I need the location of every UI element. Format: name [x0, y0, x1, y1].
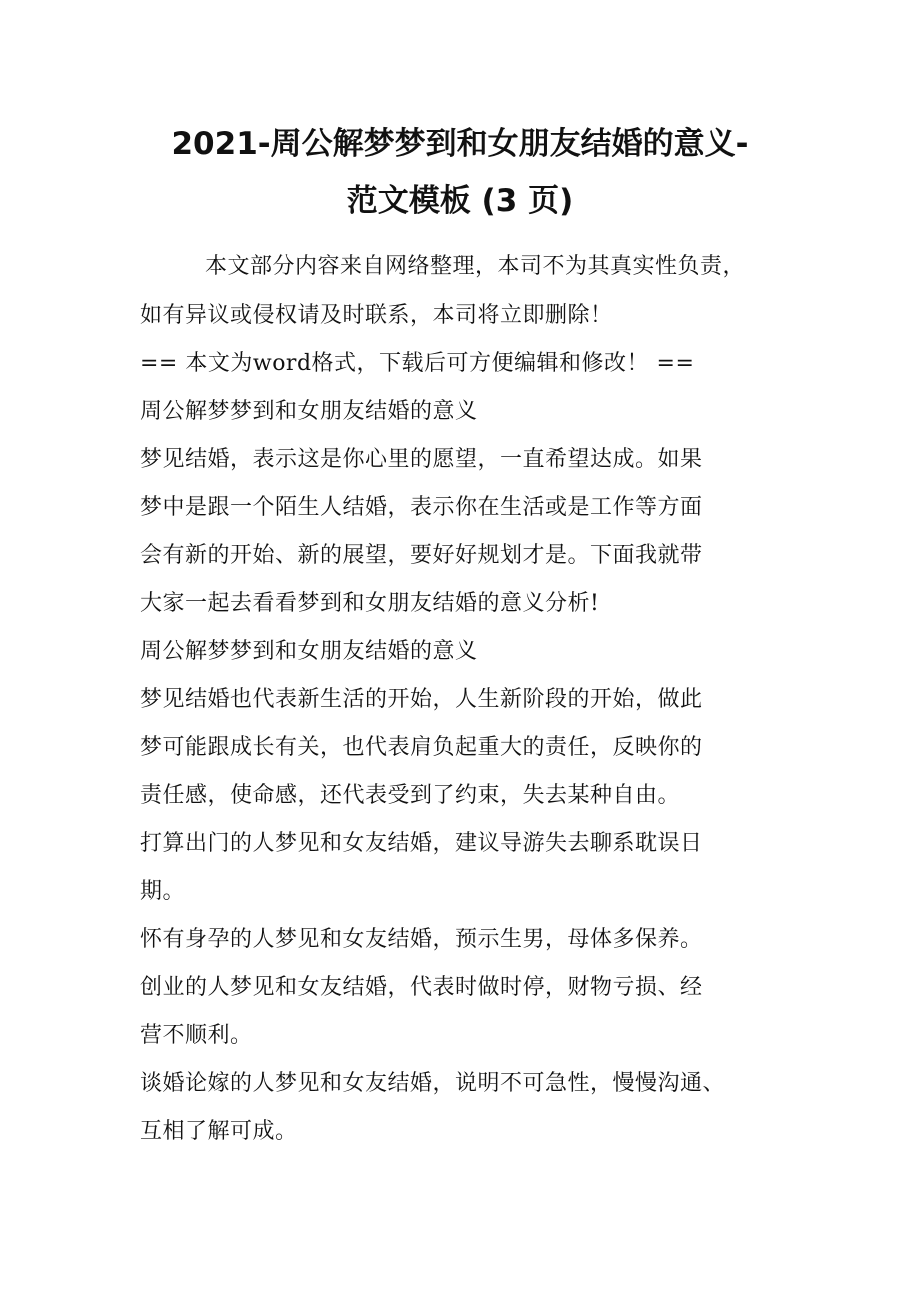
body-line: 大家一起去看看梦到和女朋友结婚的意义分析!	[140, 591, 600, 616]
section-heading-2: 周公解梦梦到和女朋友结婚的意义	[140, 639, 478, 664]
body-line: 创业的人梦见和女友结婚，代表时做时停，财物亏损、经	[140, 975, 703, 1000]
section-heading-1: 周公解梦梦到和女朋友结婚的意义	[140, 399, 478, 424]
body-line: 梦见结婚也代表新生活的开始，人生新阶段的开始，做此	[140, 687, 703, 712]
disclaimer-line-2: 如有异议或侵权请及时联系，本司将立即删除！	[140, 303, 613, 328]
format-notice: == 本文为word格式，下载后可方便编辑和修改！ ==	[140, 351, 695, 376]
body-line: 梦见结婚，表示这是你心里的愿望，一直希望达成。如果	[140, 447, 703, 472]
body-line: 打算出门的人梦见和女友结婚，建议导游失去聊系耽误日	[140, 831, 703, 856]
document-title-line-1: 2021-周公解梦梦到和女朋友结婚的意义-	[171, 126, 749, 162]
body-line: 梦中是跟一个陌生人结婚，表示你在生活或是工作等方面	[140, 495, 703, 520]
document-title-line-2: 范文模板 (3 页)	[346, 183, 574, 219]
body-line: 互相了解可成。	[140, 1119, 298, 1144]
body-line: 会有新的开始、新的展望，要好好规划才是。下面我就带	[140, 543, 703, 568]
body-line: 怀有身孕的人梦见和女友结婚，预示生男，母体多保养。	[140, 927, 703, 952]
body-line: 责任感，使命感，还代表受到了约束，失去某种自由。	[140, 783, 681, 808]
disclaimer-line-1: 本文部分内容来自网络整理，本司不为其真实性负责，	[205, 254, 746, 279]
body-line: 期。	[140, 879, 186, 904]
body-line: 谈婚论嫁的人梦见和女友结婚，说明不可急性，慢慢沟通、	[140, 1071, 726, 1096]
body-line: 营不顺利。	[140, 1023, 253, 1048]
body-line: 梦可能跟成长有关，也代表肩负起重大的责任，反映你的	[140, 735, 703, 760]
